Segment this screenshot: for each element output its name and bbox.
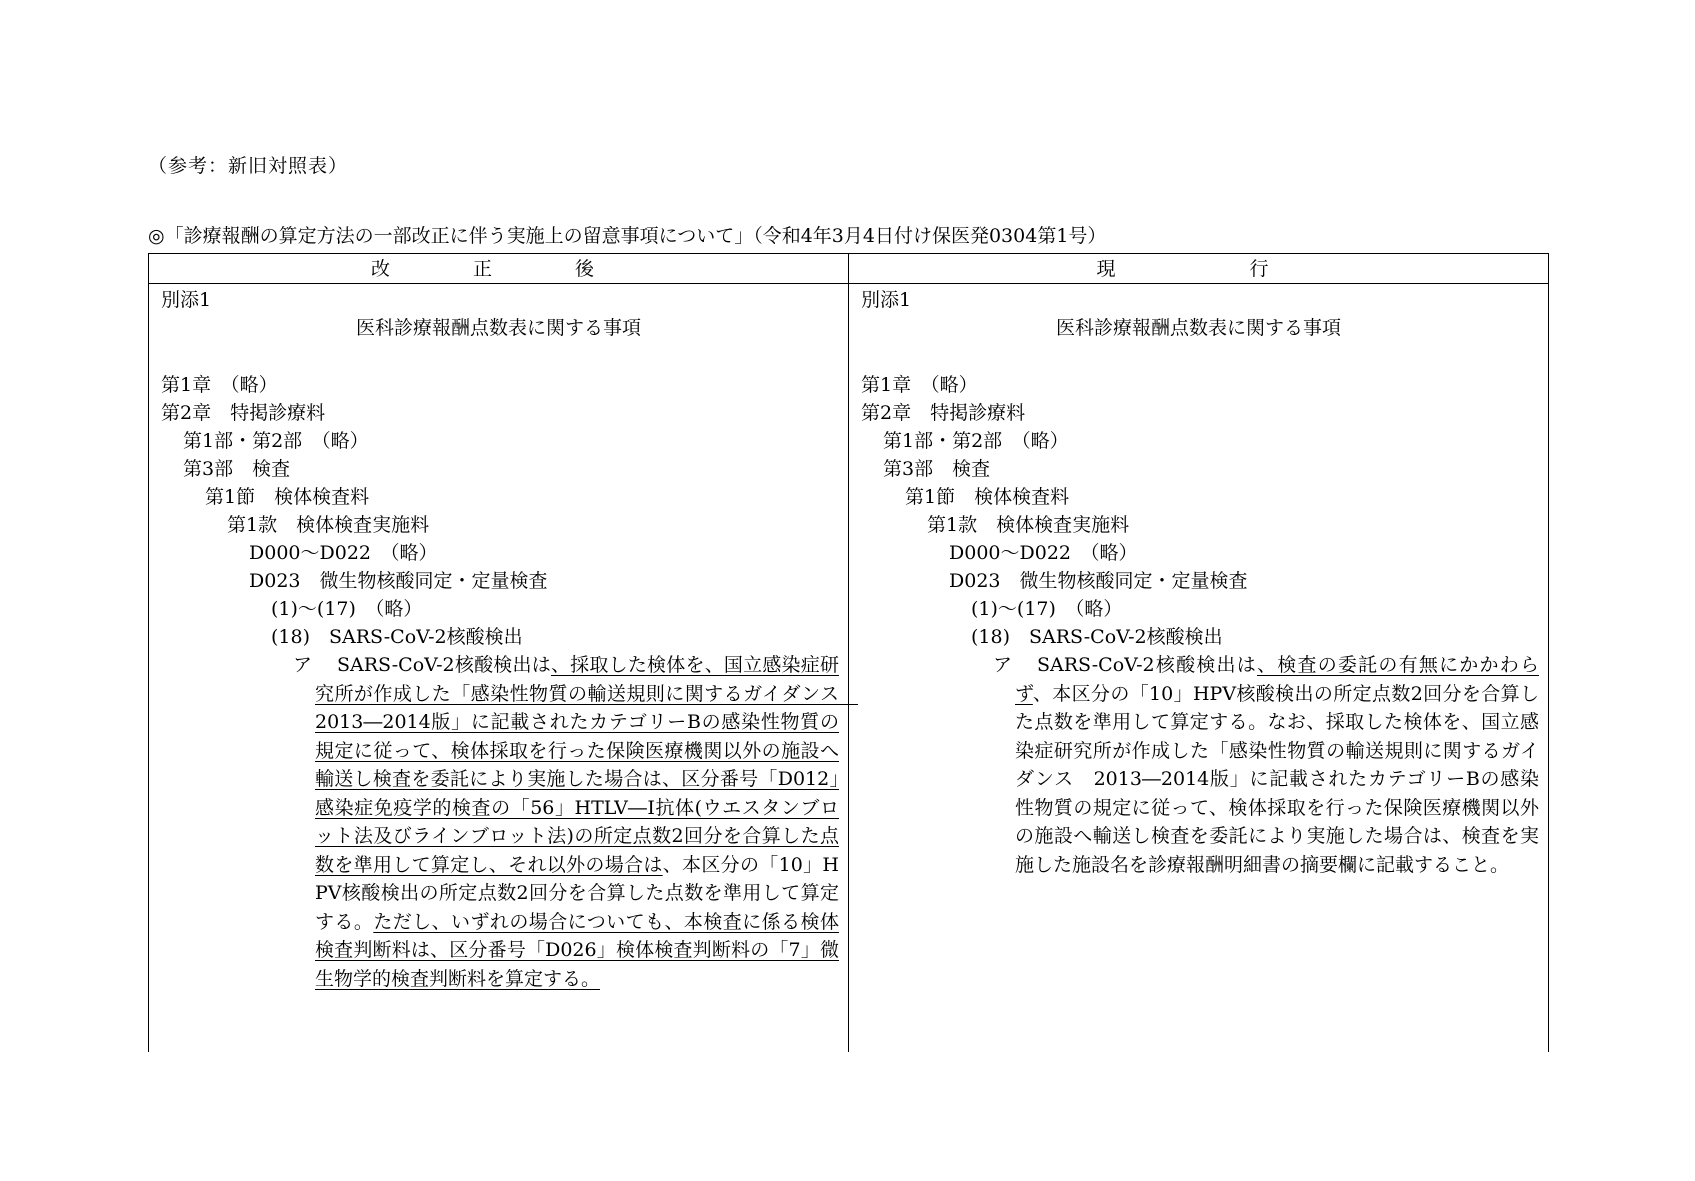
- revised-column-header: 改 正 後: [149, 254, 849, 284]
- current-text-1: SARS-CoV-2核酸検出は: [1037, 654, 1258, 676]
- part-1-2: 第1部・第2部 （略）: [183, 430, 369, 452]
- section-1: 第1節 検体検査料: [905, 486, 1070, 508]
- revised-text-2-underlined: 、採取した検体を、国立感染症研究所が作成した「感染性物質の輸送規則に関するガイダンス 2013―2014版」に記載されたカテゴリーBの感染性物質の規定に従って、検体採取を行った保険医療機関以外の施設へ輸送し検査を委託により実施した場合は、区分番号「D012」感染症免疫学的検査の「56」HTLV―Ⅰ抗体(ウエスタンブロット法及びラインブロット法)の所定点数2回分を合算した点数を準用して算定し、それ以外の場合は: [315, 654, 859, 876]
- chapter-2: 第2章 特掲診療料: [861, 402, 1026, 424]
- section-1: 第1節 検体検査料: [205, 486, 370, 508]
- item-a-mark: ア: [293, 654, 313, 676]
- current-column-header: 現 行: [849, 254, 1549, 284]
- item-1: 第1款 検体検査実施料: [227, 514, 430, 536]
- d000-d022: D000～D022 （略）: [949, 542, 1138, 564]
- document-title: ◎「診療報酬の算定方法の一部改正に伴う実施上の留意事項について」（令和4年3月4日付け保医発0304第1号）: [148, 225, 1107, 247]
- d023: D023 微生物核酸同定・定量検査: [249, 570, 548, 592]
- section-title: 医科診療報酬点数表に関する事項: [1055, 317, 1341, 339]
- revised-column: [149, 284, 859, 1053]
- attachment-label: 別添1: [161, 289, 212, 311]
- chapter-1: 第1章 （略）: [861, 374, 978, 396]
- current-paragraph: [1015, 651, 1539, 879]
- chapter-1: 第1章 （略）: [161, 374, 278, 396]
- attachment-label: 別添1: [861, 289, 912, 311]
- current-text-3: 、本区分の「10」HPV核酸検出の所定点数2回分を合算した点数を準用して算定する。なお、採取した検体を、国立感染症研究所が作成した「感染性物質の輸送規則に関するガイダンス 2013―2014版」に記載されたカテゴリーBの感染性物質の規定に従って、検体採取を行った保険医療機関以外の施設へ輸送し検査を委託により実施した場合は、検査を実施した施設名を診療報酬明細書の摘要欄に記載すること。: [1015, 682, 1540, 876]
- current-column: [849, 284, 1549, 1053]
- item-1: 第1款 検体検査実施料: [927, 514, 1130, 536]
- current-text-2-underlined: 、検査の委託の有無にかかわらず: [1015, 654, 1539, 705]
- sub-18: (18) SARS-CoV-2核酸検出: [971, 626, 1223, 648]
- revised-text-3: 、本区分の「10」HPV核酸検出の所定点数2回分を合算した点数を準用して算定する。: [315, 853, 839, 933]
- sub-18: (18) SARS-CoV-2核酸検出: [271, 626, 523, 648]
- revised-paragraph: [315, 651, 859, 993]
- part-3: 第3部 検査: [183, 458, 291, 480]
- reference-note: （参考：新旧対照表）: [148, 155, 349, 177]
- part-3: 第3部 検査: [883, 458, 991, 480]
- section-title: 医科診療報酬点数表に関する事項: [355, 317, 641, 339]
- chapter-2: 第2章 特掲診療料: [161, 402, 326, 424]
- revised-text-1: SARS-CoV-2核酸検出は: [337, 654, 551, 676]
- sub-1-17: (1)～(17) （略）: [971, 598, 1123, 620]
- d000-d022: D000～D022 （略）: [249, 542, 438, 564]
- comparison-table: [148, 253, 1549, 1052]
- d023: D023 微生物核酸同定・定量検査: [949, 570, 1248, 592]
- sub-1-17: (1)～(17) （略）: [271, 598, 423, 620]
- item-a-mark: ア: [993, 654, 1013, 676]
- part-1-2: 第1部・第2部 （略）: [883, 430, 1069, 452]
- revised-text-4-underlined: ただし、いずれの場合についても、本検査に係る検体検査判断料は、区分番号「D026」検体検査判断料の「7」微生物学的検査判断料を算定する。: [315, 910, 839, 990]
